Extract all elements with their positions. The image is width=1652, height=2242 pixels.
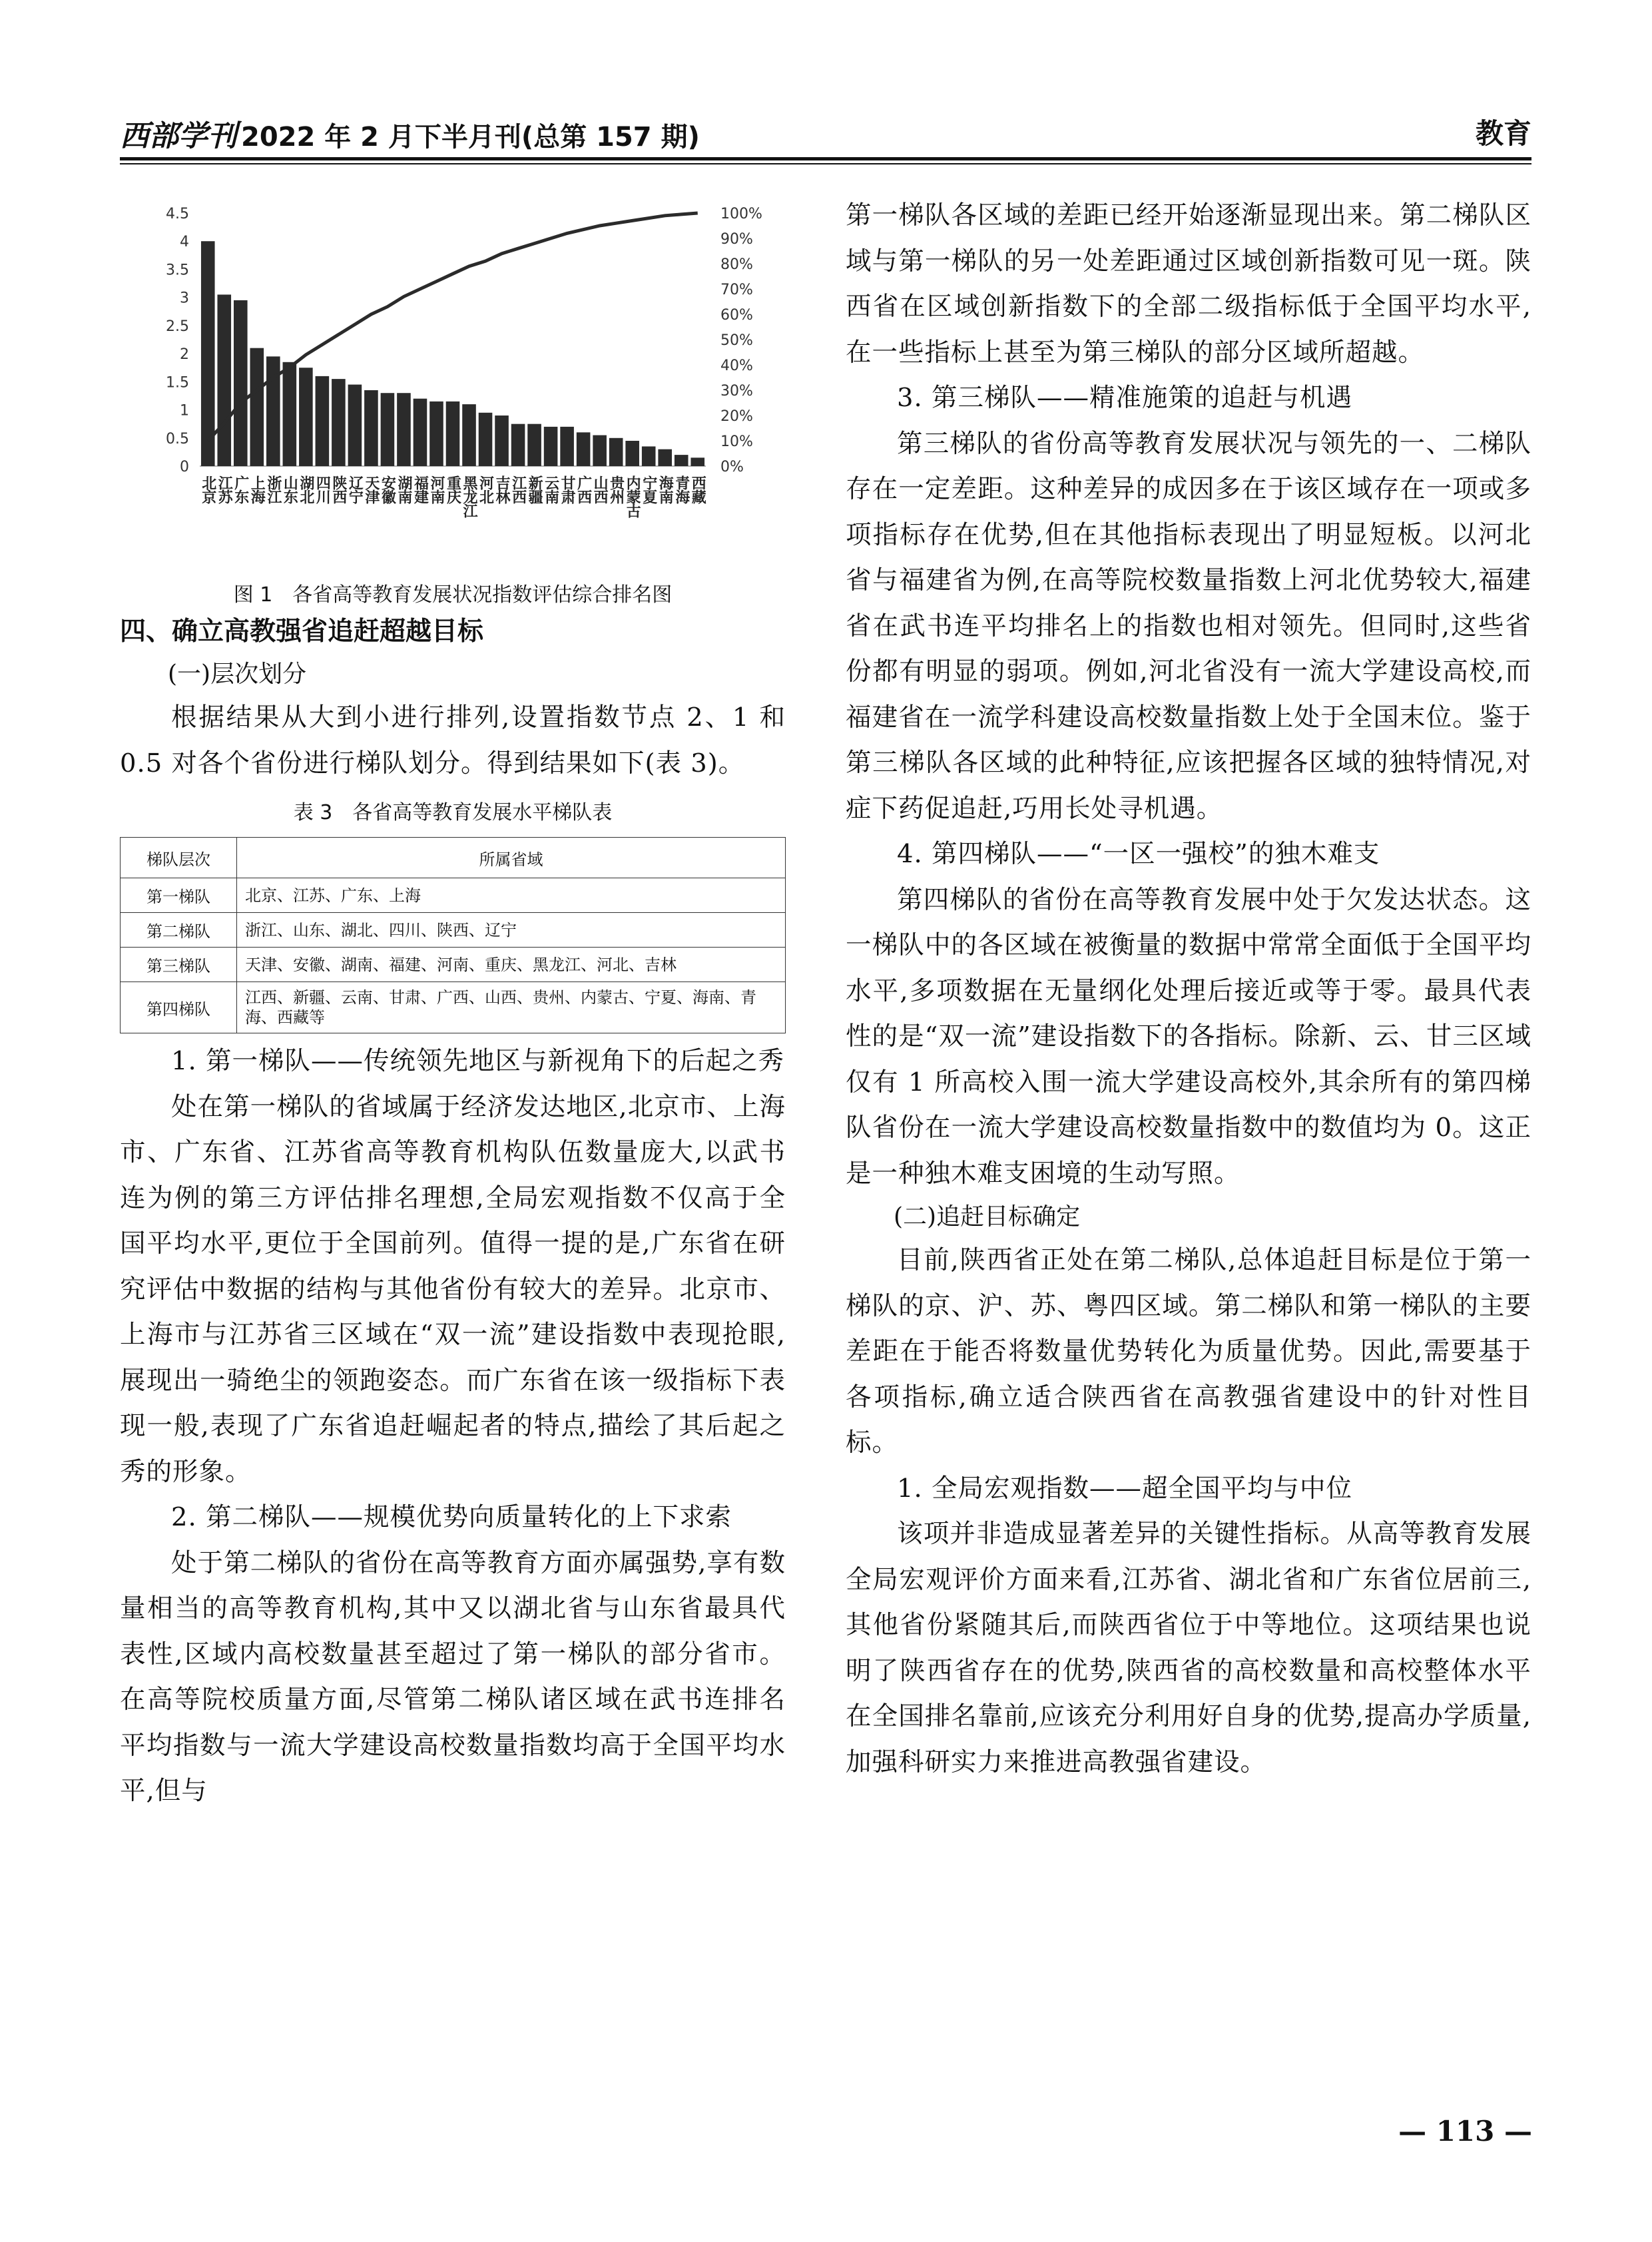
x-tick-label: 海南 xyxy=(657,475,674,503)
paragraph: 该项并非造成显著差异的关键性指标。从高等教育发展全局宏观评价方面来看,江苏省、湖北省和广东省位居前三,其他省份紧随其后,而陕西省位于中等地位。这项结果也说明了陕西省存在的优势,陕西省的高校数量和高校整体水平在全国排名靠前,应该充分利用好自身的优势,提高办学质量,加强科研实力来推进高教强省建设。 xyxy=(846,1519,1531,1777)
x-tick-label: 河北 xyxy=(477,475,494,503)
bar xyxy=(234,300,248,466)
bar xyxy=(201,241,215,466)
tier-cell: 第四梯队 xyxy=(121,982,237,1033)
topic-heading: 1. 全局宏观指数——超全国平均与中位 xyxy=(897,1473,1352,1504)
y-left-tick-label: 0 xyxy=(180,459,189,475)
x-tick-label: 湖南 xyxy=(395,475,412,503)
bar xyxy=(609,438,623,466)
tier-table xyxy=(120,837,786,1033)
y-right-tick-label: 70% xyxy=(720,282,753,298)
y-right-tick-label: 50% xyxy=(720,332,753,349)
x-tick-label: 云南 xyxy=(542,475,559,503)
tier-cell: 第三梯队 xyxy=(121,948,237,982)
subsection-heading: (一)层次划分 xyxy=(168,661,307,688)
tier-cell: 第二梯队 xyxy=(121,913,237,948)
paragraph: 目前,陕西省正处在第二梯队,总体追赶目标是位于第一梯队的京、沪、苏、粤四区域。第二梯队和第一梯队的主要差距在于能否将数量优势转化为质量优势。因此,需要基于各项指标,确立适合陕西省在高教强省建设中的针对性目标。 xyxy=(846,1245,1531,1458)
issue-info: 2022 年 2 月下半月刊(总第 157 期) xyxy=(241,122,700,152)
x-tick-label: 天津 xyxy=(362,475,380,503)
bar xyxy=(658,449,672,466)
figure-caption: 图 1 各省高等教育发展状况指数评估综合排名图 xyxy=(233,583,673,607)
x-tick-label: 上海 xyxy=(248,475,266,503)
tier-cell: 第一梯队 xyxy=(121,878,237,913)
bar xyxy=(316,376,330,466)
bar xyxy=(446,402,460,466)
provinces-cell: 浙江、山东、湖北、四川、陕西、辽宁 xyxy=(237,913,786,948)
table-row xyxy=(121,878,786,913)
x-tick-label: 陕西 xyxy=(330,475,347,503)
x-tick-label: 江苏 xyxy=(216,475,233,503)
table-header-provinces: 所属省域 xyxy=(237,838,786,878)
chart-svg xyxy=(120,193,786,566)
bar xyxy=(332,379,346,466)
header-rule-thin xyxy=(120,163,1531,164)
section-label: 教育 xyxy=(1475,117,1531,150)
x-tick-label: 贵州 xyxy=(607,475,625,503)
y-left-tick-label: 1.5 xyxy=(166,374,189,392)
bar xyxy=(250,348,264,466)
paragraph: 根据结果从大到小进行排列,设置指数节点 2、1 和 0.5 对各个省份进行梯队划分。得到结果如下(表 3)。 xyxy=(120,702,786,778)
x-tick-label: 河南 xyxy=(427,475,445,503)
bar xyxy=(544,427,558,466)
subsection-heading: (二)追赶目标确定 xyxy=(894,1203,1081,1231)
pareto-chart xyxy=(120,193,786,566)
x-tick-label: 新疆 xyxy=(526,475,543,503)
bar xyxy=(283,362,297,466)
paragraph: 处于第二梯队的省份在高等教育方面亦属强势,享有数量相当的高等教育机构,其中又以湖北省与山东省最具代表性,区域内高校数量甚至超过了第一梯队的部分省市。在高等院校质量方面,尽管第二梯队诸区域在武书连排名平均指数与一流大学建设高校数量指数均高于全国平均水平,但与 xyxy=(120,1547,786,1806)
x-tick-label: 山西 xyxy=(591,475,609,503)
x-tick-label: 西藏 xyxy=(689,475,706,503)
x-tick-label: 四川 xyxy=(314,475,331,503)
journal-title xyxy=(120,112,700,154)
table-caption: 表 3 各省高等教育发展水平梯队表 xyxy=(293,801,613,824)
x-tick-label: 湖北 xyxy=(297,475,314,503)
y-right-tick-label: 30% xyxy=(720,383,753,400)
x-tick-label: 黑龙江 xyxy=(461,475,478,517)
x-tick-label: 江西 xyxy=(509,475,527,503)
y-left-tick-label: 1 xyxy=(180,402,189,420)
y-left-tick-label: 2 xyxy=(180,346,189,364)
section-heading: 四、确立高教强省追赶超越目标 xyxy=(120,617,484,647)
y-left-tick-label: 4 xyxy=(180,234,189,251)
x-tick-label: 青海 xyxy=(673,475,690,503)
x-tick-label: 广东 xyxy=(232,475,249,503)
bar xyxy=(642,446,656,466)
y-left-tick-label: 4.5 xyxy=(166,206,189,222)
bar xyxy=(577,432,591,466)
provinces-cell: 江西、新疆、云南、甘肃、广西、山西、贵州、内蒙古、宁夏、海南、青海、西藏等 xyxy=(237,982,786,1033)
x-tick-label: 重庆 xyxy=(444,475,461,503)
x-tick-label: 福建 xyxy=(412,475,429,503)
paragraph: 处在第一梯队的省域属于经济发达地区,北京市、上海市、广东省、江苏省高等教育机构队伍数量庞大,以武书连为例的第三方评估排名理想,全局宏观指数不仅高于全国平均水平,更位于全国前列。值得一提的是,广东省在研究评估中数据的结构与其他省份有较大的差异。北京市、上海市与江苏省三区域在“双一流”建设指数中表现抢眼,展现出一骑绝尘的领跑姿态。而广东省在该一级指标下表现一般,表现了广东省追赶崛起者的特点,描绘了其后起之秀的形象。 xyxy=(120,1091,786,1487)
y-right-tick-label: 100% xyxy=(720,206,762,222)
bar xyxy=(495,416,509,466)
bar xyxy=(527,424,541,466)
bar xyxy=(397,393,411,466)
paragraph: 第三梯队的省份高等教育发展状况与领先的一、二梯队存在一定差距。这种差异的成因多在于该区域存在一项或多项指标存在优势,但在其他指标表现出了明显短板。以河北省与福建省为例,在高等院校数量指数上河北优势较大,福建省在武书连平均排名上的指数也相对领先。但同时,这些省份都有明显的弱项。例如,河北省没有一流大学建设高校,而福建省在一流学科建设高校数量指数上处于全国末位。鉴于第三梯队各区域的此种特征,应该把握各区域的独特情况,对症下药促追赶,巧用长处寻机遇。 xyxy=(846,428,1531,824)
y-right-tick-label: 40% xyxy=(720,358,753,374)
bar xyxy=(675,455,688,466)
bar xyxy=(429,402,443,466)
topic-heading: 4. 第四梯队——“一区一强校”的独木难支 xyxy=(897,839,1380,869)
topic-heading: 3. 第三梯队——精准施策的追赶与机遇 xyxy=(897,383,1352,413)
y-right-tick-label: 20% xyxy=(720,408,753,425)
page-header xyxy=(120,112,1531,153)
bar xyxy=(299,368,313,466)
y-left-tick-label: 2.5 xyxy=(166,318,189,335)
bar xyxy=(462,404,476,466)
x-tick-label: 北京 xyxy=(199,475,216,503)
y-right-tick-label: 80% xyxy=(720,256,753,273)
paragraph: 第一梯队各区域的差距已经开始逐渐显现出来。第二梯队区域与第一梯队的另一处差距通过区域创新指数可见一斑。陕西省在区域创新指数下的全部二级指标低于全国平均水平,在一些指标上甚至为第三梯队的部分区域所超越。 xyxy=(846,200,1531,368)
topic-heading: 1. 第一梯队——传统领先地区与新视角下的后起之秀 xyxy=(171,1046,784,1076)
y-left-tick-label: 3 xyxy=(180,290,189,307)
bar xyxy=(625,441,639,466)
header-rule xyxy=(120,157,1531,160)
page-number: — 113 — xyxy=(1398,2115,1532,2147)
table-row xyxy=(121,982,786,1033)
y-right-tick-label: 90% xyxy=(720,231,753,248)
y-left-tick-label: 0.5 xyxy=(166,430,189,447)
bar xyxy=(479,413,493,466)
bar xyxy=(593,435,607,466)
topic-heading: 2. 第二梯队——规模优势向质量转化的上下求索 xyxy=(171,1502,732,1532)
x-tick-label: 吉林 xyxy=(493,475,511,503)
paragraph: 第四梯队的省份在高等教育发展中处于欠发达状态。这一梯队中的各区域在被衡量的数据中常常全面低于全国平均水平,多项数据在无量纲化处理后接近或等于零。最具代表性的是“双一流”建设指数下的各指标。除新、云、甘三区域仅有 1 所高校入围一流大学建设高校外,其余所有的第四梯队省份在一流大学建设高校数量指数中的数值均为 0。这正是一种独木难支困境的生动写照。 xyxy=(846,884,1531,1189)
provinces-cell: 北京、江苏、广东、上海 xyxy=(237,878,786,913)
bar xyxy=(690,457,704,466)
bar xyxy=(413,399,427,466)
bar xyxy=(511,424,525,466)
x-tick-label: 浙江 xyxy=(264,475,282,503)
bar xyxy=(381,393,395,466)
x-tick-label: 甘肃 xyxy=(559,475,576,503)
right-column xyxy=(846,193,1531,1785)
y-right-tick-label: 0% xyxy=(720,459,744,475)
bar xyxy=(364,390,378,466)
x-tick-label: 宁夏 xyxy=(640,475,657,503)
left-column xyxy=(120,193,786,1815)
x-tick-label: 辽宁 xyxy=(346,475,364,503)
table-header-row xyxy=(121,838,786,878)
bar xyxy=(560,427,574,466)
provinces-cell: 天津、安徽、湖南、福建、河南、重庆、黑龙江、河北、吉林 xyxy=(237,948,786,982)
table-header-tier: 梯队层次 xyxy=(121,838,237,878)
x-tick-label: 山东 xyxy=(281,475,298,503)
y-right-tick-label: 60% xyxy=(720,307,753,324)
x-tick-label: 广西 xyxy=(575,475,592,503)
y-right-tick-label: 10% xyxy=(720,433,753,450)
bar xyxy=(217,294,231,466)
table-row xyxy=(121,913,786,948)
y-left-tick-label: 3.5 xyxy=(166,262,189,279)
journal-brand: 西部学刊 xyxy=(120,119,237,153)
x-tick-label: 内蒙古 xyxy=(624,475,641,517)
x-tick-label: 安徽 xyxy=(379,475,396,503)
bar xyxy=(348,385,362,466)
table-row xyxy=(121,948,786,982)
